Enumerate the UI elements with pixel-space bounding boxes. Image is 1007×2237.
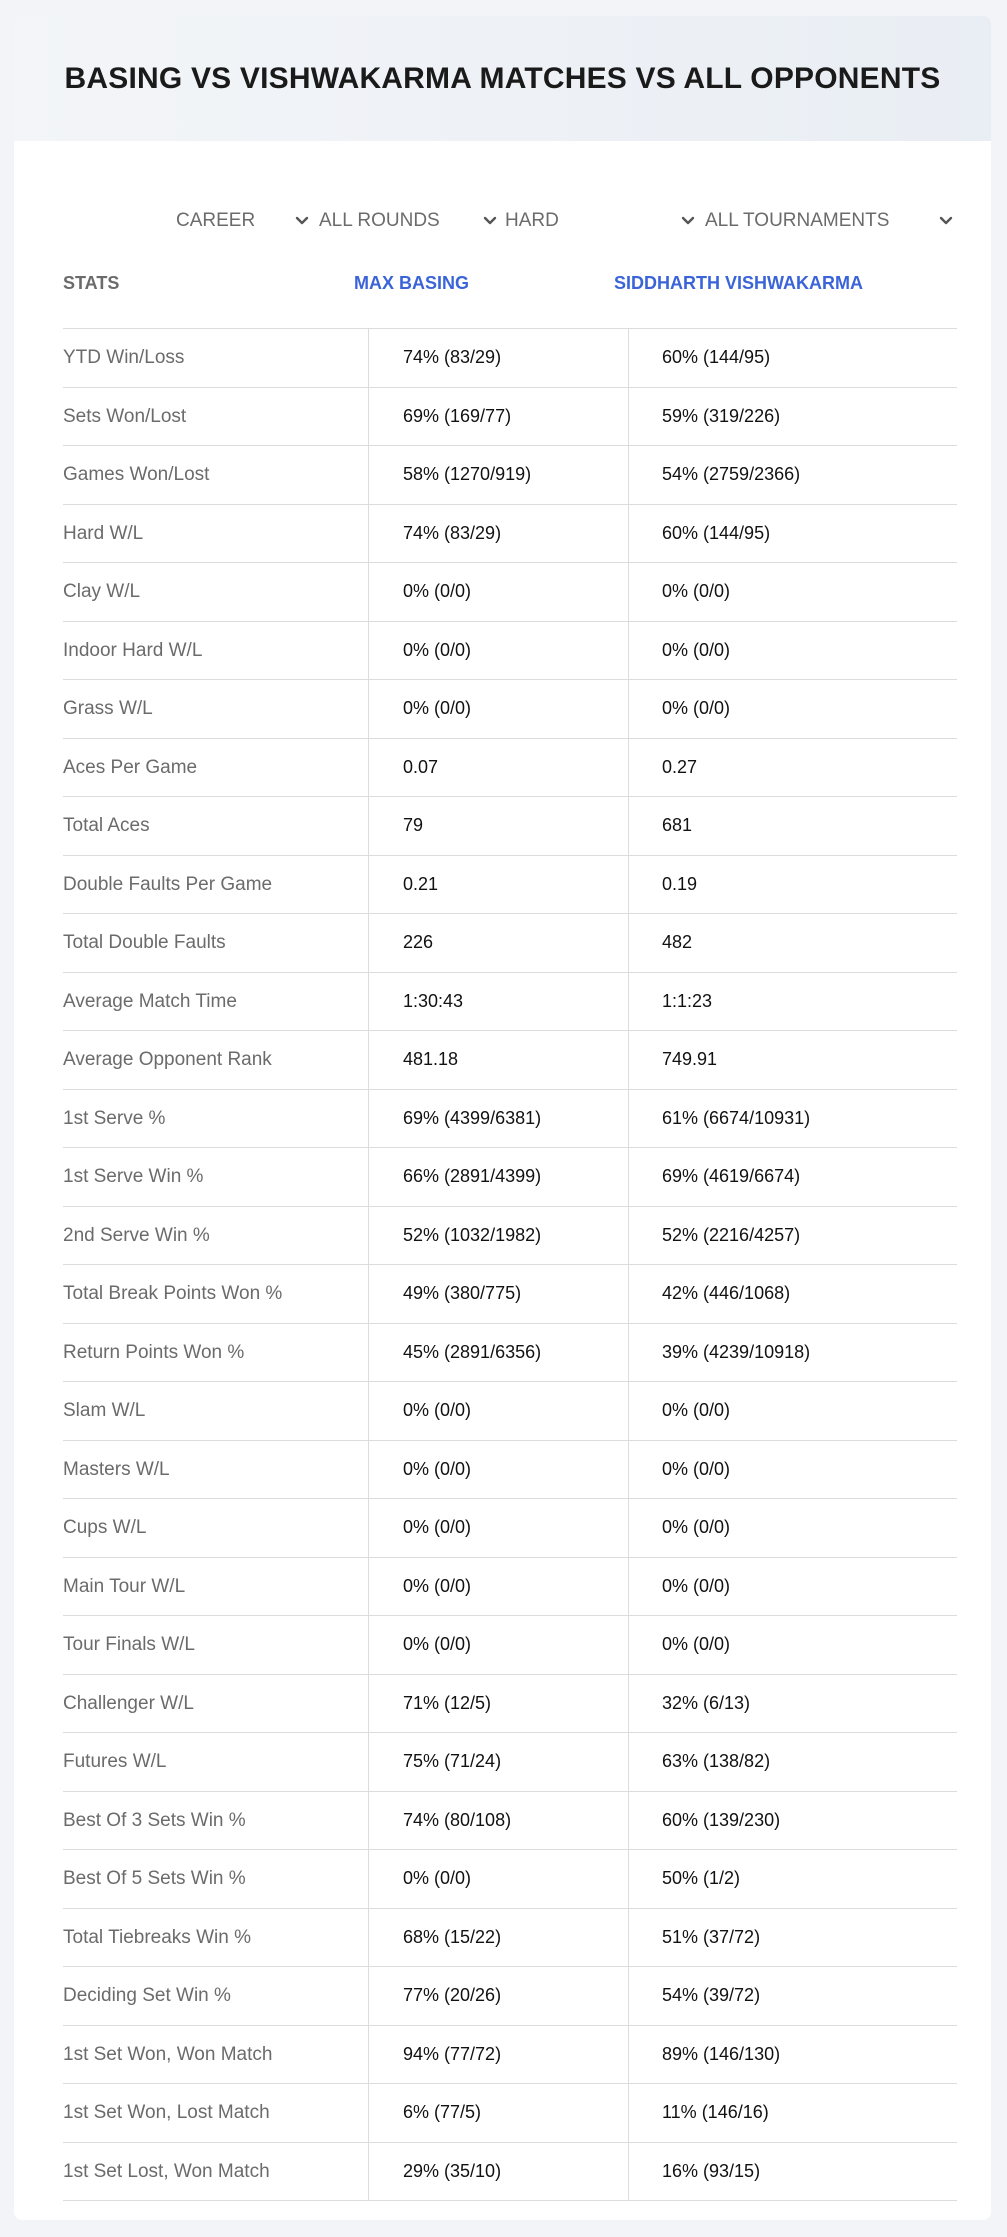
period-filter-dropdown[interactable] bbox=[176, 191, 311, 251]
table-row bbox=[63, 505, 957, 564]
table-row bbox=[63, 388, 957, 447]
table-row bbox=[63, 973, 957, 1032]
player2-value: 0% (0/0) bbox=[662, 1634, 731, 1654]
stat-label: Best Of 5 Sets Win % bbox=[63, 1868, 246, 1889]
table-row bbox=[63, 2143, 957, 2202]
player2-value: 11% (146/16) bbox=[662, 2102, 769, 2122]
stat-label: Average Opponent Rank bbox=[63, 1049, 272, 1070]
table-row bbox=[63, 1967, 957, 2026]
player2-value: 0% (0/0) bbox=[662, 1458, 731, 1479]
table-row bbox=[63, 1850, 957, 1909]
chevron-down-icon bbox=[481, 212, 499, 230]
stat-label: Average Match Time bbox=[63, 990, 237, 1012]
player1-value: 0% (0/0) bbox=[403, 698, 472, 718]
table-row bbox=[63, 329, 957, 388]
player1-value: 0% (0/0) bbox=[403, 639, 472, 660]
player2-value: 59% (319/226) bbox=[662, 405, 781, 426]
stat-label: Games Won/Lost bbox=[63, 464, 210, 485]
player2-value: 482 bbox=[662, 932, 693, 952]
table-row bbox=[63, 914, 957, 973]
tournament-filter-dropdown[interactable] bbox=[705, 191, 955, 251]
stat-label: Slam W/L bbox=[63, 1400, 146, 1421]
table-row bbox=[63, 2084, 957, 2143]
stat-label: Deciding Set Win % bbox=[63, 1985, 231, 2006]
table-row bbox=[63, 1792, 957, 1851]
stats-column-header: STATS bbox=[63, 273, 120, 293]
table-row bbox=[63, 563, 957, 622]
player1-value: 52% (1032/1982) bbox=[403, 1224, 542, 1245]
player1-value: 77% (20/26) bbox=[403, 1985, 502, 2005]
stat-label: 1st Set Won, Won Match bbox=[63, 2043, 273, 2065]
player1-value: 0% (0/0) bbox=[403, 1517, 472, 1537]
player2-value: 681 bbox=[662, 815, 693, 835]
stat-label: Grass W/L bbox=[63, 698, 153, 719]
stat-label: Challenger W/L bbox=[63, 1692, 194, 1714]
player2-value: 1:1:23 bbox=[662, 990, 713, 1011]
player2-value: 51% (37/72) bbox=[662, 1926, 761, 1947]
title-banner bbox=[14, 16, 991, 141]
round-filter-dropdown[interactable] bbox=[319, 191, 499, 251]
stat-label: Tour Finals W/L bbox=[63, 1634, 195, 1655]
stat-label: Total Aces bbox=[63, 815, 150, 836]
player1-value: 0.21 bbox=[403, 873, 439, 894]
player1-value: 66% (2891/4399) bbox=[403, 1166, 542, 1186]
player2-value: 0% (0/0) bbox=[662, 1575, 731, 1596]
player1-value: 226 bbox=[403, 932, 434, 952]
player1-value: 0% (0/0) bbox=[403, 1458, 472, 1479]
player1-value: 0.07 bbox=[403, 756, 439, 777]
player1-value: 0% (0/0) bbox=[403, 1634, 472, 1654]
table-row bbox=[63, 1207, 957, 1266]
stat-label: 1st Set Won, Lost Match bbox=[63, 2102, 270, 2123]
stat-label: YTD Win/Loss bbox=[63, 347, 185, 368]
player2-value: 16% (93/15) bbox=[662, 2160, 761, 2181]
player1-value: 49% (380/775) bbox=[403, 1283, 522, 1303]
player1-value: 69% (4399/6381) bbox=[403, 1107, 542, 1128]
player2-value: 0% (0/0) bbox=[662, 581, 731, 601]
table-row bbox=[63, 680, 957, 739]
player2-value: 0.27 bbox=[662, 756, 698, 777]
player2-value: 69% (4619/6674) bbox=[662, 1166, 801, 1186]
player1-value: 74% (80/108) bbox=[403, 1809, 512, 1830]
table-row bbox=[63, 739, 957, 798]
stats-card bbox=[14, 16, 991, 2220]
player1-value: 0% (0/0) bbox=[403, 1575, 472, 1596]
stat-label: 1st Set Lost, Won Match bbox=[63, 2160, 270, 2182]
table-row bbox=[63, 446, 957, 505]
player2-value: 0% (0/0) bbox=[662, 698, 731, 718]
stat-label: Clay W/L bbox=[63, 581, 141, 602]
player2-value: 749.91 bbox=[662, 1049, 718, 1069]
filter-bar bbox=[14, 191, 991, 251]
stat-label: Double Faults Per Game bbox=[63, 873, 273, 895]
player2-value: 54% (39/72) bbox=[662, 1985, 761, 2005]
table-row bbox=[63, 1324, 957, 1383]
surface-filter-label: HARD bbox=[505, 210, 559, 231]
stat-label: Best Of 3 Sets Win % bbox=[63, 1809, 246, 1831]
table-row bbox=[63, 1090, 957, 1149]
stat-label: 2nd Serve Win % bbox=[63, 1224, 210, 1246]
player2-value: 54% (2759/2366) bbox=[662, 464, 801, 484]
player1-value: 74% (83/29) bbox=[403, 522, 502, 543]
column-divider bbox=[368, 328, 369, 2201]
player2-value: 0% (0/0) bbox=[662, 1400, 731, 1420]
stat-label: Total Tiebreaks Win % bbox=[63, 1926, 251, 1948]
stat-label: Main Tour W/L bbox=[63, 1575, 186, 1597]
table-row bbox=[63, 1148, 957, 1207]
player1-value: 79 bbox=[403, 815, 424, 835]
stat-label: 1st Serve Win % bbox=[63, 1166, 204, 1187]
player1-value: 6% (77/5) bbox=[403, 2102, 482, 2122]
player2-value: 89% (146/130) bbox=[662, 2043, 781, 2064]
round-filter-label: ALL ROUNDS bbox=[319, 210, 440, 231]
surface-filter-dropdown[interactable] bbox=[505, 191, 697, 251]
player2-value: 50% (1/2) bbox=[662, 1868, 741, 1888]
player1-value: 75% (71/24) bbox=[403, 1751, 502, 1771]
player1-value: 45% (2891/6356) bbox=[403, 1341, 542, 1362]
player1-value: 71% (12/5) bbox=[403, 1692, 492, 1713]
player2-value: 0% (0/0) bbox=[662, 1517, 731, 1537]
player2-value: 63% (138/82) bbox=[662, 1751, 771, 1771]
player1-value: 94% (77/72) bbox=[403, 2043, 502, 2064]
table-header bbox=[63, 251, 957, 329]
stat-label: Indoor Hard W/L bbox=[63, 639, 203, 661]
chevron-down-icon bbox=[937, 212, 955, 230]
chevron-down-icon bbox=[679, 212, 697, 230]
table-row bbox=[63, 1558, 957, 1617]
table-row bbox=[63, 1382, 957, 1441]
player1-value: 1:30:43 bbox=[403, 990, 464, 1011]
stat-label: Futures W/L bbox=[63, 1751, 167, 1772]
player2-value: 0.19 bbox=[662, 873, 698, 894]
table-row bbox=[63, 1265, 957, 1324]
player1-value: 74% (83/29) bbox=[403, 347, 502, 367]
stat-label: 1st Serve % bbox=[63, 1107, 166, 1129]
player2-value: 42% (446/1068) bbox=[662, 1283, 791, 1303]
player1-value: 68% (15/22) bbox=[403, 1926, 502, 1947]
player1-value: 29% (35/10) bbox=[403, 2160, 502, 2181]
stat-label: Total Break Points Won % bbox=[63, 1283, 283, 1304]
table-row bbox=[63, 1031, 957, 1090]
chevron-down-icon bbox=[293, 212, 311, 230]
table-row bbox=[63, 1616, 957, 1675]
player1-value: 58% (1270/919) bbox=[403, 464, 532, 484]
table-row bbox=[63, 622, 957, 681]
stat-label: Cups W/L bbox=[63, 1517, 147, 1538]
player2-value: 60% (144/95) bbox=[662, 522, 771, 543]
stat-label: Hard W/L bbox=[63, 522, 144, 544]
tournament-filter-label: ALL TOURNAMENTS bbox=[705, 210, 890, 231]
stat-label: Aces Per Game bbox=[63, 756, 198, 778]
player1-value: 0% (0/0) bbox=[403, 1868, 472, 1888]
player1-value: 0% (0/0) bbox=[403, 1400, 472, 1420]
player2-name-link[interactable]: SIDDHARTH VISHWAKARMA bbox=[614, 273, 863, 293]
stat-label: Masters W/L bbox=[63, 1458, 170, 1480]
table-row bbox=[63, 1909, 957, 1968]
player2-value: 39% (4239/10918) bbox=[662, 1341, 811, 1362]
stat-label: Sets Won/Lost bbox=[63, 405, 187, 427]
table-row bbox=[63, 1441, 957, 1500]
page-title: BASING VS VISHWAKARMA MATCHES VS ALL OPPONENTS bbox=[64, 61, 941, 95]
stats-table bbox=[63, 251, 957, 2201]
table-body bbox=[63, 329, 957, 2201]
table-row bbox=[63, 797, 957, 856]
column-divider bbox=[628, 328, 629, 2201]
table-row bbox=[63, 1675, 957, 1734]
table-row bbox=[63, 1733, 957, 1792]
player1-value: 0% (0/0) bbox=[403, 581, 472, 601]
player2-value: 60% (144/95) bbox=[662, 347, 771, 367]
player1-name-link[interactable]: MAX BASING bbox=[354, 273, 470, 293]
table-row bbox=[63, 1499, 957, 1558]
stat-label: Return Points Won % bbox=[63, 1341, 245, 1363]
stat-label: Total Double Faults bbox=[63, 932, 226, 953]
table-row bbox=[63, 856, 957, 915]
player2-value: 52% (2216/4257) bbox=[662, 1224, 801, 1245]
table-row bbox=[63, 2026, 957, 2085]
player2-value: 60% (139/230) bbox=[662, 1809, 781, 1830]
player1-value: 69% (169/77) bbox=[403, 405, 512, 426]
player2-value: 32% (6/13) bbox=[662, 1692, 751, 1713]
player2-value: 61% (6674/10931) bbox=[662, 1107, 811, 1128]
period-filter-label: CAREER bbox=[176, 210, 256, 231]
player2-value: 0% (0/0) bbox=[662, 639, 731, 660]
player1-value: 481.18 bbox=[403, 1049, 459, 1069]
